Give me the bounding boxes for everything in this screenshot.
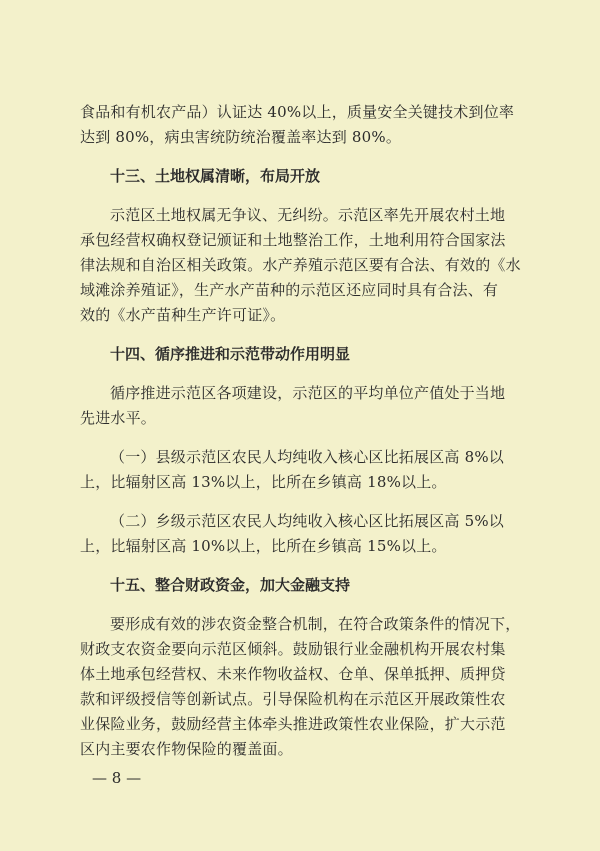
paragraph-line: 款和评级授信等创新试点。引导保险机构在示范区开展政策性农: [80, 690, 506, 708]
paragraph-line: 承包经营权确权登记颁证和土地整治工作，土地利用符合国家法: [80, 231, 506, 249]
paragraph-line: 财政支农资金要向示范区倾斜。鼓励银行业金融机构开展农村集: [80, 640, 506, 658]
paragraph-line: 要形成有效的涉农资金整合机制，在符合政策条件的情况下，: [110, 615, 521, 633]
paragraph-line: 上，比辐射区高 13%以上，比所在乡镇高 18%以上。: [80, 473, 447, 491]
paragraph: [80, 612, 520, 762]
paragraph: [80, 509, 520, 559]
document-body: [80, 100, 520, 776]
paragraph: [80, 100, 520, 150]
paragraph-line: 业保险业务，鼓励经营主体牵头推进政策性农业保险，扩大示范: [80, 715, 506, 733]
section-heading: 十四、循序推进和示范带动作用明显: [110, 345, 351, 363]
paragraph: [80, 381, 520, 431]
paragraph-line: （一）县级示范区农民人均纯收入核心区比拓展区高 8%以: [110, 448, 504, 466]
paragraph-line: 体土地承包经营权、未来作物收益权、仓单、保单抵押、质押贷: [80, 665, 506, 683]
section-heading: 十三、土地权属清晰，布局开放: [110, 167, 321, 185]
paragraph: [80, 445, 520, 495]
paragraph-line: 示范区土地权属无争议、无纠纷。示范区率先开展农村土地: [110, 206, 506, 224]
paragraph-line: 域滩涂养殖证》，生产水产苗种的示范区还应同时具有合法、有: [80, 281, 499, 299]
paragraph: [80, 203, 520, 328]
page-number: — 8 —: [92, 769, 142, 787]
paragraph-line: 循序推进示范区各项建设，示范区的平均单位产值处于当地: [110, 384, 506, 402]
paragraph-line: 达到 80%，病虫害统防统治覆盖率达到 80%。: [80, 128, 402, 146]
section-heading: 十五、整合财政资金，加大金融支持: [110, 576, 351, 594]
paragraph-line: 上，比辐射区高 10%以上，比所在乡镇高 15%以上。: [80, 537, 447, 555]
paragraph-line: 效的《水产苗种生产许可证》。: [80, 306, 286, 324]
paragraph-line: 先进水平。: [80, 409, 157, 427]
paragraph-line: 区内主要农作物保险的覆盖面。: [80, 740, 293, 758]
paragraph-line: 食品和有机农产品）认证达 40%以上，质量安全关键技术到位率: [80, 103, 515, 121]
paragraph-line: 律法规和自治区相关政策。水产养殖示范区要有合法、有效的《水: [80, 256, 521, 274]
paragraph-line: （二）乡级示范区农民人均纯收入核心区比拓展区高 5%以: [110, 512, 504, 530]
